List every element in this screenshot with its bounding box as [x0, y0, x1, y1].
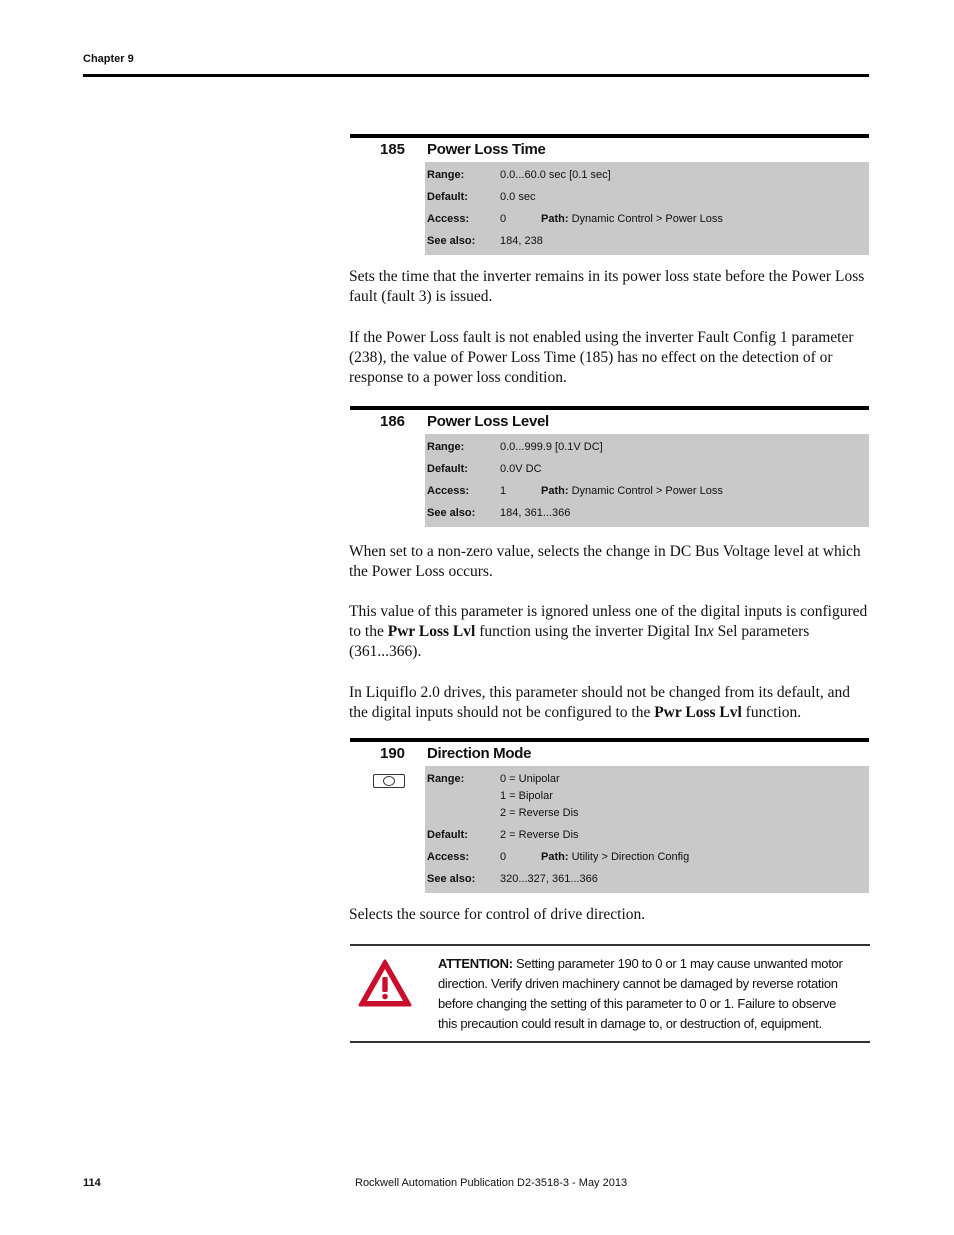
see-also-row	[425, 503, 869, 525]
access-label: Access:	[427, 485, 470, 497]
access-label: Access:	[427, 851, 470, 863]
range-row	[425, 165, 869, 187]
access-value: 0	[500, 851, 507, 863]
page-number: 114	[83, 1177, 101, 1189]
param-header	[350, 410, 869, 434]
see-also-label: See also:	[427, 873, 476, 885]
param-title: Direction Mode	[427, 745, 532, 762]
param-number: 185	[380, 141, 406, 158]
attention-body: Setting parameter 190 to 0 or 1 may cause unwanted motor direction. Verify driven machinery cannot be damaged by reverse rotation before changing the setting of this parameter to 0 or 1. Failure to observe this precaution could result in damage to, or destruction of, equipment.	[438, 956, 843, 1031]
range-label: Range:	[427, 169, 465, 181]
param-table	[425, 766, 869, 893]
publication-info: Rockwell Automation Publication D2-3518-3 - May 2013	[355, 1177, 628, 1189]
range-row	[425, 437, 869, 459]
access-row	[425, 847, 869, 869]
access-value: 1	[500, 485, 507, 497]
text-run-italic: x	[706, 623, 714, 640]
default-row	[425, 825, 869, 847]
path-text: Dynamic Control > Power Loss	[571, 485, 723, 497]
text-run: function using the inverter Digital In	[475, 623, 707, 640]
warning-triangle-icon	[357, 958, 413, 1008]
default-label: Default:	[427, 191, 468, 203]
param-number: 186	[380, 413, 406, 430]
see-also-label: See also:	[427, 235, 476, 247]
paragraph-186-3	[349, 683, 869, 723]
range-value: 0.0...999.9 [0.1V DC]	[500, 441, 603, 453]
range-value	[500, 771, 579, 822]
default-row	[425, 459, 869, 481]
path-value	[541, 483, 723, 500]
paragraph-185-1: Sets the time that the inverter remains in its power loss state before the Power Loss fault (fault 3) is issued.	[349, 268, 865, 305]
access-label: Access:	[427, 213, 470, 225]
param-title: Power Loss Time	[427, 141, 546, 158]
attention-label: ATTENTION:	[438, 956, 513, 971]
access-row	[425, 209, 869, 231]
range-option: 1 = Bipolar	[500, 790, 553, 802]
param-header	[350, 742, 869, 766]
access-value: 0	[500, 213, 507, 225]
param-table	[425, 434, 869, 527]
see-also-row	[425, 231, 869, 253]
text-run: Sel parameters (361...366).	[349, 623, 810, 660]
param-header	[350, 138, 869, 162]
range-label: Range:	[427, 441, 465, 453]
default-value: 2 = Reverse Dis	[500, 829, 579, 841]
param-190	[350, 738, 869, 893]
header-rule	[83, 74, 869, 77]
param-title: Power Loss Level	[427, 413, 549, 430]
path-label: Path:	[541, 213, 569, 225]
path-value	[541, 849, 689, 866]
paragraph-190-1: Selects the source for control of drive direction.	[349, 906, 646, 923]
path-text: Dynamic Control > Power Loss	[571, 213, 723, 225]
paragraph-185-2: If the Power Loss fault is not enabled using the inverter Fault Config 1 parameter (238), the value of Power Loss Time (185) has no effect on the detection of or response to a power loss condition.	[349, 329, 854, 386]
path-label: Path:	[541, 485, 569, 497]
param-185	[350, 134, 869, 255]
chapter-label: Chapter 9	[83, 53, 134, 65]
default-value: 0.0 sec	[500, 191, 536, 203]
param-186	[350, 406, 869, 527]
see-also-label: See also:	[427, 507, 476, 519]
default-label: Default:	[427, 829, 468, 841]
param-table	[425, 162, 869, 255]
text-run-bold: Pwr Loss Lvl	[654, 704, 742, 721]
attention-text	[438, 954, 858, 1034]
text-run: This value of this parameter is ignored unless one of the digital inputs is configured to the	[349, 603, 868, 640]
text-run: In Liquiflo 2.0 drives, this parameter should not be changed from its default, and the digital inputs should not be configured to the	[349, 684, 851, 721]
access-row	[425, 481, 869, 503]
range-option: 2 = Reverse Dis	[500, 807, 579, 819]
default-label: Default:	[427, 463, 468, 475]
range-option: 0 = Unipolar	[500, 773, 560, 785]
paragraph-186-1: When set to a non-zero value, selects the change in DC Bus Voltage level at which the Power Loss occurs.	[349, 543, 861, 580]
range-value: 0.0...60.0 sec [0.1 sec]	[500, 169, 611, 181]
see-also-value: 184, 238	[500, 235, 543, 247]
paragraph-186-2	[349, 602, 869, 662]
param-number: 190	[380, 745, 406, 762]
path-value	[541, 211, 723, 228]
default-row	[425, 187, 869, 209]
text-run: function.	[741, 704, 802, 721]
range-row	[425, 769, 869, 825]
default-value: 0.0V DC	[500, 463, 542, 475]
stop-drive-icon	[373, 774, 405, 788]
see-also-value: 320...327, 361...366	[500, 873, 598, 885]
range-label: Range:	[427, 773, 465, 785]
see-also-value: 184, 361...366	[500, 507, 571, 519]
attention-box	[350, 944, 870, 1043]
see-also-row	[425, 869, 869, 891]
path-label: Path:	[541, 851, 569, 863]
path-text: Utility > Direction Config	[571, 851, 690, 863]
text-run-bold: Pwr Loss Lvl	[387, 623, 476, 640]
